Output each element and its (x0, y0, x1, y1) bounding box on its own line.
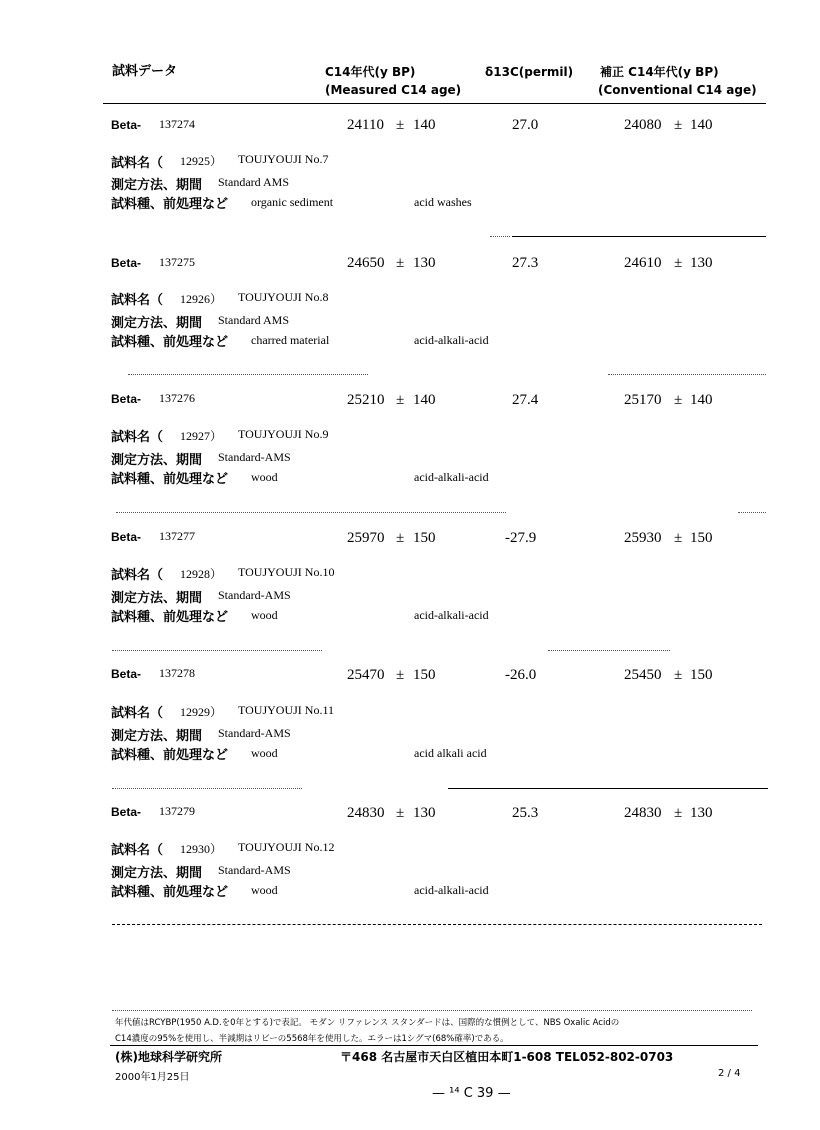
sample-name: TOUJYOUJI No.7 (238, 152, 329, 166)
sample-id: 12926） (180, 292, 223, 306)
measured-error: 150 (413, 530, 436, 546)
material-label: 試料種、前処理など (111, 197, 229, 212)
separator (512, 236, 766, 237)
sample-name: TOUJYOUJI No.12 (238, 840, 335, 854)
beta-label: Beta- (111, 667, 142, 681)
plusminus: ± (674, 667, 683, 683)
method-label: 測定方法、期間 (111, 453, 203, 468)
conventional-error: 140 (690, 392, 713, 408)
material-value: wood (251, 470, 278, 484)
plusminus: ± (674, 530, 683, 546)
conventional-age: 25170 (624, 392, 662, 408)
beta-label: Beta- (111, 256, 142, 270)
beta-number: 137278 (159, 666, 195, 680)
measured-age: 25470 (347, 667, 385, 683)
d13c-value: -26.0 (505, 667, 537, 683)
conventional-age: 24610 (624, 255, 662, 271)
sample-id: 12930） (180, 842, 223, 856)
sample-id: 12928） (180, 567, 223, 581)
measured-error: 130 (413, 255, 436, 271)
method-label: 測定方法、期間 (111, 316, 203, 331)
plusminus: ± (396, 117, 405, 133)
separator (738, 512, 766, 513)
header-conventional-age-en: (Conventional C14 age) (598, 83, 757, 97)
footnote-line-2: C14濃度の95%を使用し、半減期はリビーの5568年を使用した。エラーは1シグマ(68%確率)である。 (115, 1034, 509, 1044)
pretreatment-value: acid-alkali-acid (414, 883, 489, 897)
method-value: Standard-AMS (218, 588, 291, 602)
separator (490, 236, 510, 237)
d13c-value: 27.4 (512, 392, 539, 408)
material-value: charred material (251, 333, 330, 347)
measured-age: 24110 (347, 117, 384, 133)
footnote-line-1: 年代値はRCYBP(1950 A.D.を0年とする)で表記。 モダン リファレンス スタンダードは、国際的な慣例として、NBS Oxalic Acidの (115, 1018, 620, 1028)
measured-error: 130 (413, 805, 436, 821)
material-label: 試料種、前処理など (111, 335, 229, 350)
conventional-error: 140 (690, 117, 713, 133)
plusminus: ± (396, 667, 405, 683)
sample-id: 12927） (180, 429, 223, 443)
header-sample-data: 試料データ (112, 64, 178, 79)
measured-age: 25210 (347, 392, 385, 408)
separator (112, 924, 762, 925)
measured-error: 140 (413, 392, 436, 408)
pretreatment-value: acid-alkali-acid (414, 470, 489, 484)
conventional-error: 130 (690, 805, 713, 821)
method-label: 測定方法、期間 (111, 729, 203, 744)
header-rule (103, 103, 766, 104)
header-measured-age-en: (Measured C14 age) (325, 83, 462, 97)
sample-name: TOUJYOUJI No.11 (238, 703, 334, 717)
method-value: Standard AMS (218, 313, 290, 327)
method-value: Standard-AMS (218, 726, 291, 740)
measured-age: 25970 (347, 530, 385, 546)
header-measured-age: C14年代(y BP) (325, 65, 416, 79)
plusminus: ± (396, 255, 405, 271)
sample-name-label: 試料名（ (111, 430, 164, 445)
measured-age: 24650 (347, 255, 385, 271)
report-date: 2000年1月25日 (115, 1072, 190, 1083)
d13c-value: 27.0 (512, 117, 539, 133)
conventional-error: 150 (690, 667, 713, 683)
pretreatment-value: acid-alkali-acid (414, 608, 489, 622)
measured-error: 150 (413, 667, 436, 683)
separator (608, 374, 766, 375)
method-label: 測定方法、期間 (111, 591, 203, 606)
pretreatment-value: acid alkali acid (414, 746, 487, 760)
note-rule (112, 1010, 752, 1011)
conventional-age: 25930 (624, 530, 662, 546)
beta-label: Beta- (111, 392, 142, 406)
page-indicator: 2 / 4 (718, 1068, 741, 1079)
material-label: 試料種、前処理など (111, 472, 229, 487)
beta-number: 137276 (159, 391, 195, 405)
d13c-value: 27.3 (512, 255, 539, 271)
sample-name: TOUJYOUJI No.9 (238, 427, 329, 441)
plusminus: ± (674, 117, 683, 133)
sample-id: 12929） (180, 705, 223, 719)
material-label: 試料種、前処理など (111, 885, 229, 900)
plusminus: ± (674, 255, 683, 271)
method-value: Standard-AMS (218, 863, 291, 877)
plusminus: ± (396, 805, 405, 821)
material-value: organic sediment (251, 195, 334, 209)
conventional-age: 24080 (624, 117, 662, 133)
material-label: 試料種、前処理など (111, 610, 229, 625)
company-name: (株)地球科学研究所 (115, 1050, 222, 1064)
conventional-age: 24830 (624, 805, 662, 821)
beta-number: 137274 (159, 117, 195, 131)
sample-name-label: 試料名（ (111, 843, 164, 858)
conventional-error: 130 (690, 255, 713, 271)
conventional-error: 150 (690, 530, 713, 546)
company-address: 〒468 名古屋市天白区植田本町1-608 TEL052-802-0703 (340, 1050, 674, 1064)
material-value: wood (251, 746, 278, 760)
beta-number: 137279 (159, 804, 195, 818)
material-value: wood (251, 883, 278, 897)
sample-name-label: 試料名（ (111, 706, 164, 721)
separator (548, 650, 670, 651)
d13c-value: -27.9 (505, 530, 537, 546)
footer-rule (110, 1045, 758, 1046)
separator (448, 788, 768, 789)
beta-label: Beta- (111, 530, 142, 544)
d13c-value: 25.3 (512, 805, 539, 821)
method-value: Standard AMS (218, 175, 290, 189)
separator (112, 650, 322, 651)
beta-label: Beta- (111, 805, 142, 819)
separator (112, 788, 302, 789)
beta-number: 137277 (159, 529, 195, 543)
separator (128, 374, 368, 375)
header-d13c: δ13C(permil) (485, 65, 574, 79)
pretreatment-value: acid washes (414, 195, 472, 209)
conventional-age: 25450 (624, 667, 662, 683)
sample-name-label: 試料名（ (111, 156, 164, 171)
measured-age: 24830 (347, 805, 385, 821)
header-conventional-age: 補正 C14年代(y BP) (600, 65, 719, 79)
page-number: — ¹⁴ C 39 — (432, 1086, 511, 1101)
beta-label: Beta- (111, 118, 142, 132)
pretreatment-value: acid-alkali-acid (414, 333, 489, 347)
sample-name: TOUJYOUJI No.8 (238, 290, 329, 304)
measured-error: 140 (413, 117, 436, 133)
method-label: 測定方法、期間 (111, 866, 203, 881)
plusminus: ± (674, 805, 683, 821)
sample-name-label: 試料名（ (111, 568, 164, 583)
sample-name: TOUJYOUJI No.10 (238, 565, 335, 579)
method-label: 測定方法、期間 (111, 178, 203, 193)
plusminus: ± (396, 530, 405, 546)
method-value: Standard-AMS (218, 450, 291, 464)
sample-id: 12925） (180, 154, 223, 168)
material-label: 試料種、前処理など (111, 748, 229, 763)
beta-number: 137275 (159, 255, 195, 269)
plusminus: ± (396, 392, 405, 408)
material-value: wood (251, 608, 278, 622)
separator (116, 512, 506, 513)
sample-name-label: 試料名（ (111, 293, 164, 308)
plusminus: ± (674, 392, 683, 408)
